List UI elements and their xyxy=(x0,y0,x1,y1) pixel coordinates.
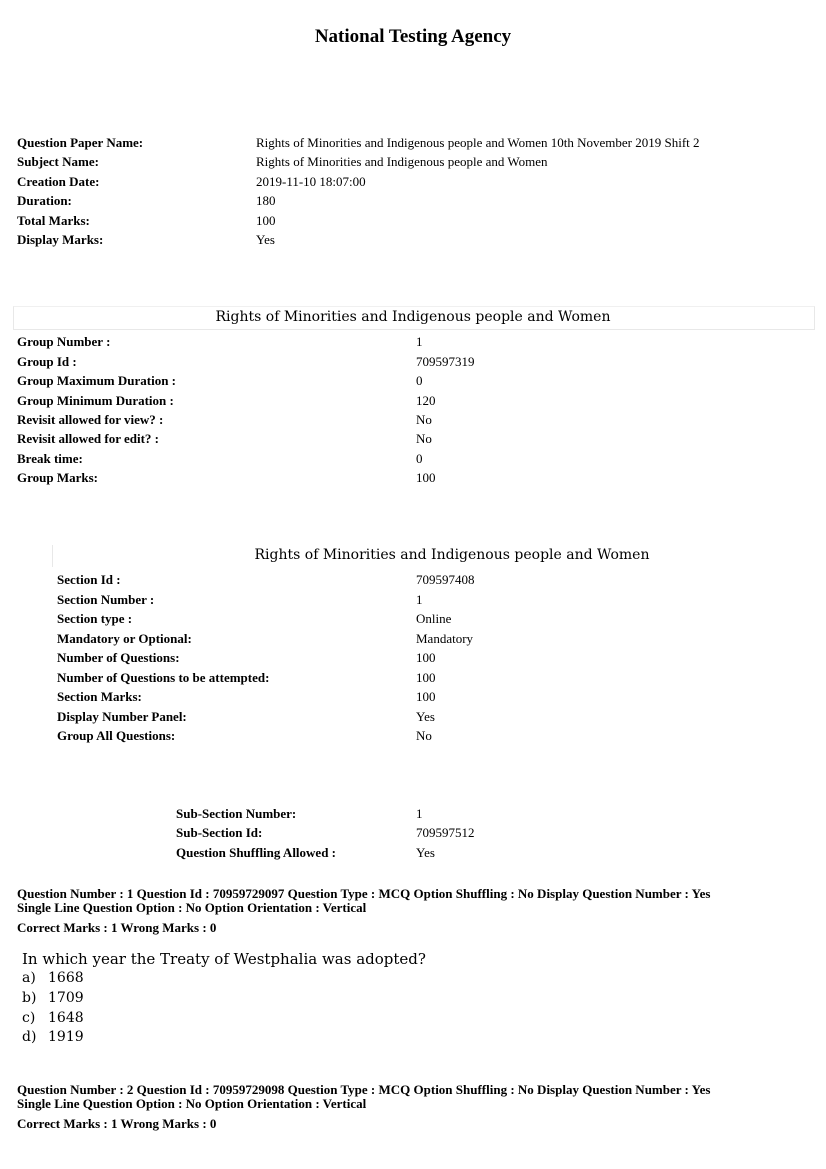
option-key: d) xyxy=(22,1029,37,1045)
paper-name-value: Rights of Minorities and Indigenous people and Women 10th November 2019 Shift 2 xyxy=(256,135,700,150)
break-time-value: 0 xyxy=(416,451,423,466)
revisit-edit-value: No xyxy=(416,431,432,446)
section-id-value: 709597408 xyxy=(416,572,475,587)
section-type-value: Online xyxy=(416,611,452,626)
display-marks-label: Display Marks: xyxy=(17,232,104,247)
group-min-duration-label: Group Minimum Duration : xyxy=(17,393,174,408)
option-b xyxy=(22,990,84,1006)
creation-date-value: 2019-11-10 18:07:00 xyxy=(256,174,366,189)
revisit-edit-label: Revisit allowed for edit? : xyxy=(17,431,160,446)
revisit-view-label: Revisit allowed for view? : xyxy=(17,412,164,427)
group-all-value: No xyxy=(416,728,432,743)
option-d xyxy=(22,1029,84,1045)
num-attempt-label: Number of Questions to be attempted: xyxy=(57,670,270,685)
group-marks-label: Group Marks: xyxy=(17,470,99,485)
revisit-view-value: No xyxy=(416,412,432,427)
section-type-label: Section type : xyxy=(57,611,133,626)
group-max-duration-label: Group Maximum Duration : xyxy=(17,373,177,388)
num-questions-label: Number of Questions: xyxy=(57,650,180,665)
display-panel-value: Yes xyxy=(416,709,435,724)
group-all-label: Group All Questions: xyxy=(57,728,176,743)
section-number-value: 1 xyxy=(416,592,423,607)
section-number-label: Section Number : xyxy=(57,592,155,607)
mandatory-value: Mandatory xyxy=(416,631,474,646)
duration-label: Duration: xyxy=(17,193,72,208)
num-attempt-value: 100 xyxy=(416,670,436,685)
option-value: 1648 xyxy=(48,1010,84,1026)
shuffling-label: Question Shuffling Allowed : xyxy=(176,845,337,860)
question-marks: Correct Marks : 1 Wrong Marks : 0 xyxy=(17,1116,217,1131)
subsection-number-value: 1 xyxy=(416,806,423,821)
creation-date-label: Creation Date: xyxy=(17,174,100,189)
group-marks-value: 100 xyxy=(416,470,436,485)
mandatory-label: Mandatory or Optional: xyxy=(57,631,192,646)
section-heading: Rights of Minorities and Indigenous people and Women xyxy=(254,547,650,563)
subsection-number-label: Sub-Section Number: xyxy=(176,806,297,821)
total-marks-value: 100 xyxy=(256,213,276,228)
option-key: b) xyxy=(22,990,37,1006)
section-id-label: Section Id : xyxy=(57,572,121,587)
group-heading: Rights of Minorities and Indigenous people and Women xyxy=(215,309,611,325)
subsection-id-value: 709597512 xyxy=(416,825,475,840)
option-key: c) xyxy=(22,1010,36,1026)
option-value: 1919 xyxy=(48,1029,84,1045)
break-time-label: Break time: xyxy=(17,451,83,466)
option-value: 1709 xyxy=(48,990,84,1006)
display-marks-value: Yes xyxy=(256,232,275,247)
option-a xyxy=(22,970,84,986)
question-meta-options: Single Line Question Option : No Option Orientation : Vertical xyxy=(17,900,367,915)
group-min-duration-value: 120 xyxy=(416,393,436,408)
option-c xyxy=(22,1010,84,1026)
option-key: a) xyxy=(22,970,36,986)
group-max-duration-value: 0 xyxy=(416,373,423,388)
subject-name-value: Rights of Minorities and Indigenous people and Women xyxy=(256,154,548,169)
question-meta: Question Number : 1 Question Id : 70959729097 Question Type : MCQ Option Shuffling : No Display Question Number : Yes xyxy=(17,886,711,901)
group-id-label: Group Id : xyxy=(17,354,77,369)
subject-name-label: Subject Name: xyxy=(17,154,99,169)
total-marks-label: Total Marks: xyxy=(17,213,90,228)
group-id-value: 709597319 xyxy=(416,354,475,369)
num-questions-value: 100 xyxy=(416,650,436,665)
question-meta-options: Single Line Question Option : No Option Orientation : Vertical xyxy=(17,1096,367,1111)
subsection-id-label: Sub-Section Id: xyxy=(176,825,263,840)
group-number-label: Group Number : xyxy=(17,334,111,349)
question-text: In which year the Treaty of Westphalia was adopted? xyxy=(22,950,426,968)
display-panel-label: Display Number Panel: xyxy=(57,709,187,724)
question-marks: Correct Marks : 1 Wrong Marks : 0 xyxy=(17,920,217,935)
group-number-value: 1 xyxy=(416,334,423,349)
shuffling-value: Yes xyxy=(416,845,435,860)
section-marks-label: Section Marks: xyxy=(57,689,142,704)
page-title: National Testing Agency xyxy=(314,26,512,47)
duration-value: 180 xyxy=(256,193,276,208)
section-marks-value: 100 xyxy=(416,689,436,704)
question-meta: Question Number : 2 Question Id : 70959729098 Question Type : MCQ Option Shuffling : No Display Question Number : Yes xyxy=(17,1082,711,1097)
option-value: 1668 xyxy=(48,970,84,986)
paper-name-label: Question Paper Name: xyxy=(17,135,144,150)
